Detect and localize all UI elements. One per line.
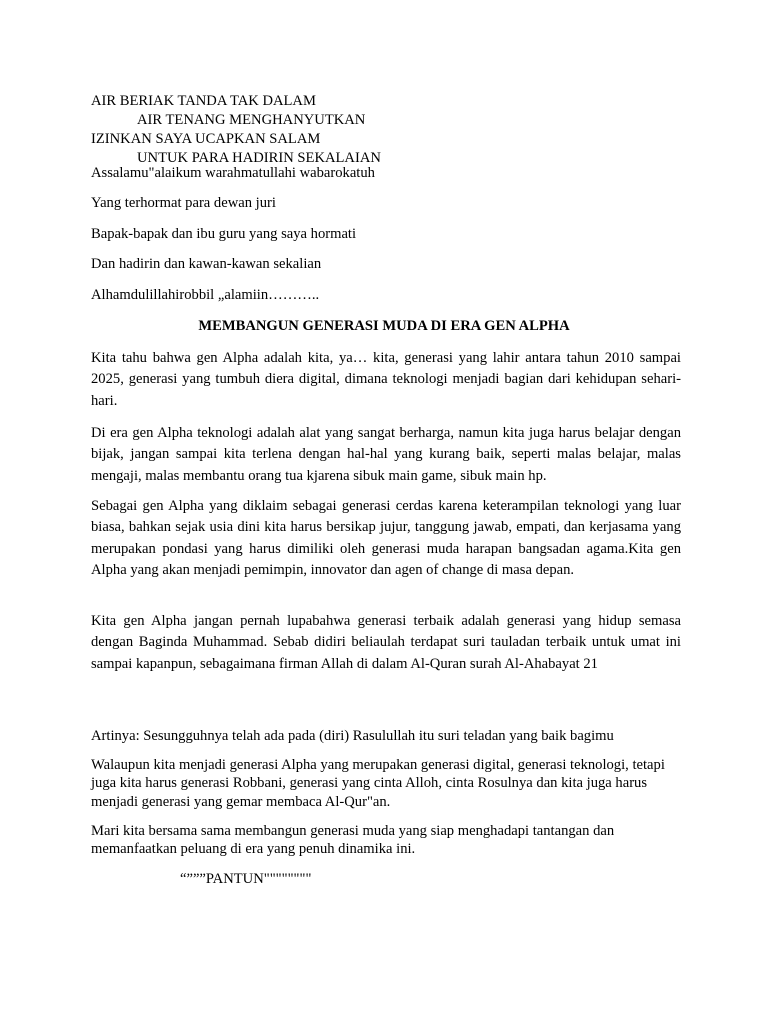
greeting-guru: Bapak-bapak dan ibu guru yang saya hormati <box>91 226 357 242</box>
pantun-line-3: IZINKAN SAYA UCAPKAN SALAM <box>91 131 321 147</box>
salam-line: Assalamu"alaikum warahmatullahi wabarokatuh <box>91 165 375 181</box>
artinya-line: Artinya: Sesungguhnya telah ada pada (diri) Rasulullah itu suri teladan yang baik bagimu <box>91 728 614 744</box>
paragraph-2: Di era gen Alpha teknologi adalah alat yang sangat berharga, namun kita juga harus belajar dengan bijak, jangan sampai kita terlena dengan hal-hal yang kurang baik, seperti malas belajar, malas mengaji, malas membantu orang tua kjarena sibuk main game, sibuk main hp. <box>91 425 681 484</box>
pantun-line-1: AIR BERIAK TANDA TAK DALAM <box>91 93 316 109</box>
closing-paragraph-2: Mari kita bersama sama membangun generasi muda yang siap menghadapi tantangan dan memanfaatkan peluang di era yang penuh dinamika ini. <box>91 823 615 858</box>
pantun-line-2: AIR TENANG MENGHANYUTKAN <box>137 112 366 128</box>
greeting-hadirin: Dan hadirin dan kawan-kawan sekalian <box>91 256 322 272</box>
pantun-heading: “”””PANTUN"""""""" <box>180 871 312 887</box>
opening-pantun <box>91 92 381 168</box>
greeting-hamdalah: Alhamdulillahirobbil „alamiin……….. <box>91 287 320 303</box>
greeting-juri: Yang terhormat para dewan juri <box>91 195 276 211</box>
paragraph-4: Kita gen Alpha jangan pernah lupabahwa generasi terbaik adalah generasi yang hidup semasa dengan Baginda Muhammad. Sebab didiri beliaulah terdapat suri tauladan terbaik untuk umat ini sampai kapanpun, sebagaimana firman Allah di dalam Al-Quran surah Al-Ahabayat 21 <box>91 613 681 672</box>
closing-paragraph-1: Walaupun kita menjadi generasi Alpha yang merupakan generasi digital, generasi teknologi, tetapi juga kita harus generasi Robbani, generasi yang cinta Alloh, cinta Rosulnya dan kita juga harus menjadi generasi yang gemar membaca Al-Qur"an. <box>91 757 665 810</box>
pantun-line-4: UNTUK PARA HADIRIN SEKALAIAN <box>137 150 381 166</box>
paragraph-1: Kita tahu bahwa gen Alpha adalah kita, ya… kita, generasi yang lahir antara tahun 2010 sampai 2025, generasi yang tumbuh diera digital, dimana teknologi menjadi bagian dari kehidupan sehari-hari. <box>91 350 681 409</box>
paragraph-3: Sebagai gen Alpha yang diklaim sebagai generasi cerdas karena keterampilan teknologi yang luar biasa, bahkan sejak usia dini kita harus bersikap jujur, tanggung jawab, empati, dan kerjasama yang merupakan pondasi yang harus dimiliki oleh generasi muda harapan bangsadan agama.Kita gen Alpha yang akan menjadi pemimpin, innovator dan agen of change di masa depan. <box>91 498 681 578</box>
speech-title: MEMBANGUN GENERASI MUDA DI ERA GEN ALPHA <box>198 318 570 334</box>
